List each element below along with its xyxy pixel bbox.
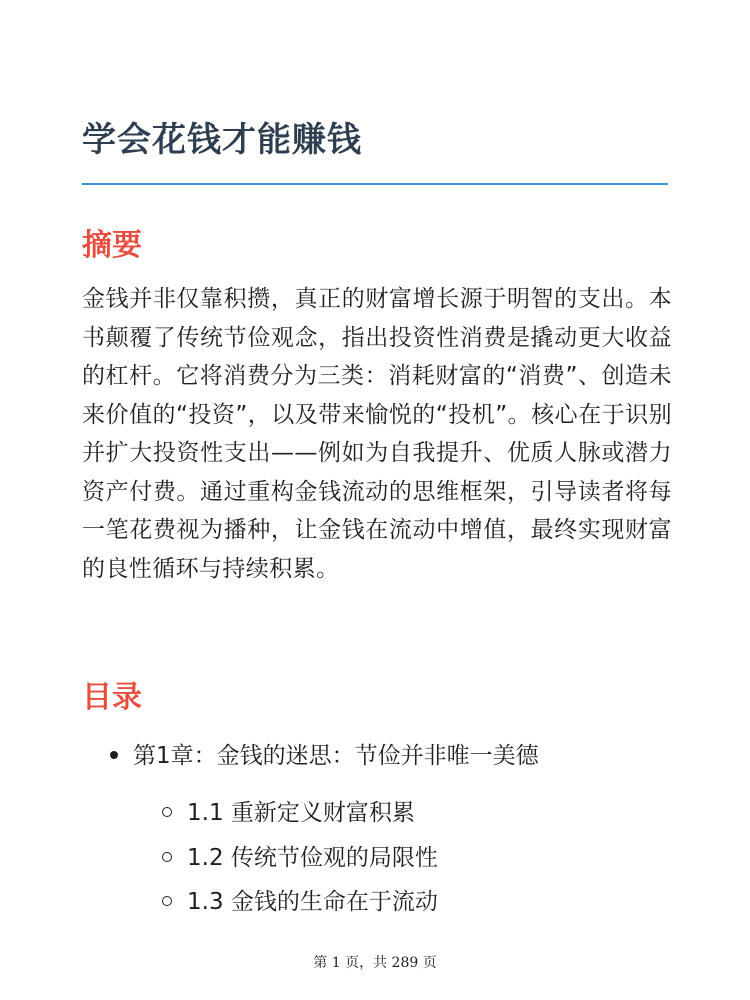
bullet-disc-icon [110, 751, 118, 759]
toc-section-label: 1.3 金钱的生命在于流动 [187, 889, 438, 915]
title-divider [82, 183, 668, 185]
toc-section-item[interactable] [162, 882, 438, 922]
page-title: 学会花钱才能赚钱 [82, 120, 362, 160]
toc-heading: 目录 [82, 680, 142, 715]
bullet-circle-icon [162, 852, 172, 862]
toc-chapter-item[interactable] [110, 736, 539, 776]
summary-paragraph: 金钱并非仅靠积攒，真正的财富增长源于明智的支出。本书颠覆了传统节俭观念，指出投资性消费是撬动更大收益的杠杆。它将消费分为三类：消耗财富的“消费”、创造未来价值的“投资”，以及带来愉悦的“投机”。核心在于识别并扩大投资性支出——例如为自我提升、优质人脉或潜力资产付费。通过重构金钱流动的思维框架，引导读者将每一笔花费视为播种，让金钱在流动中增值，最终实现财富的良性循环与持续积累。 [82, 286, 672, 582]
page-number-footer: 第 1 页，共 289 页 [313, 955, 437, 971]
toc-section-item[interactable] [162, 793, 415, 833]
bullet-circle-icon [162, 896, 172, 906]
bullet-circle-icon [162, 807, 172, 817]
toc-section-item[interactable] [162, 838, 438, 878]
toc-section-label: 1.1 重新定义财富积累 [187, 800, 415, 826]
toc-section-label: 1.2 传统节俭观的局限性 [187, 845, 438, 871]
toc-chapter-label: 第1章：金钱的迷思：节俭并非唯一美德 [133, 743, 539, 769]
summary-heading: 摘要 [82, 228, 142, 263]
